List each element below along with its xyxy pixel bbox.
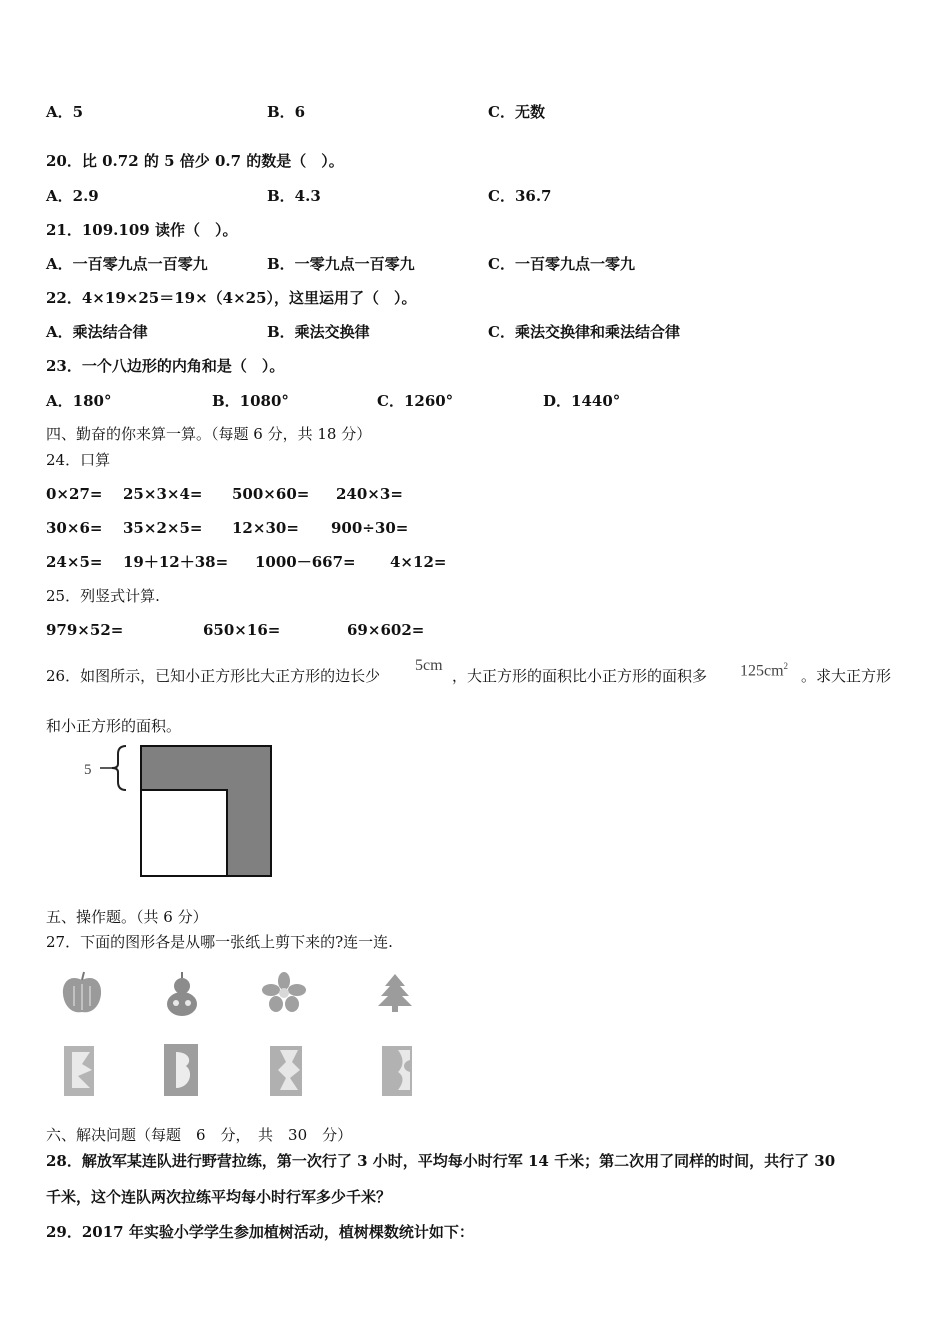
q26-text-line2: 和小正方形的面积。 — [46, 717, 182, 735]
q26-value-area-base: 125cm — [740, 662, 784, 680]
q20-option-b: B．4.3 — [267, 187, 321, 205]
q24-r1-c2: 25×3×4= — [123, 485, 203, 503]
gourd-shape-icon — [162, 970, 202, 1018]
q23-option-a: A．180° — [46, 392, 112, 410]
q22-stem: 22．4×19×25＝19×（4×25），这里运用了（ ）。 — [46, 289, 417, 307]
q21-option-c: C．一百零九点一零九 — [488, 255, 635, 273]
q26-square-figure — [80, 740, 280, 880]
q26-value-area — [740, 656, 788, 681]
q19-option-c: C．无数 — [488, 103, 545, 121]
cut-paper-3-icon — [266, 1042, 308, 1100]
cut-paper-2-icon — [160, 1040, 204, 1100]
q26-figure-label: 5 — [84, 762, 92, 778]
section4-title: 四、勤奋的你来算一算。（每题 6 分，共 18 分） — [46, 425, 372, 443]
q21-stem: 21．109.109 读作（ ）。 — [46, 221, 238, 239]
flower-shape-icon — [262, 972, 306, 1012]
q26-text-part1: 26．如图所示，已知小正方形比大正方形的边长少 — [46, 667, 381, 685]
q21-option-b: B．一零九点一百零九 — [267, 255, 415, 273]
q26-value-area-sup: 2 — [783, 661, 789, 671]
q20-option-a: A．2.9 — [46, 187, 99, 205]
brace-icon — [112, 746, 126, 790]
q26-text-part2: ，大正方形的面积比小正方形的面积多 — [452, 667, 708, 685]
q24-r3-c3: 1000－667= — [255, 553, 356, 571]
q24-r2-c4: 900÷30= — [331, 519, 409, 537]
q22-option-a: A．乘法结合律 — [46, 323, 148, 341]
q25-item-2: 650×16= — [203, 621, 281, 639]
q21-option-a: A．一百零九点一百零九 — [46, 255, 208, 273]
q24-r2-c2: 35×2×5= — [123, 519, 203, 537]
tree-shape-icon — [375, 972, 415, 1014]
q24-r2-c3: 12×30= — [232, 519, 299, 537]
q24-r1-c4: 240×3= — [336, 485, 403, 503]
q24-stem: 24．口算 — [46, 451, 111, 469]
q24-r3-c1: 24×5= — [46, 553, 103, 571]
section6-title: 六、解决问题（每题 6 分， 共 30 分） — [46, 1126, 353, 1144]
q24-r1-c1: 0×27= — [46, 485, 103, 503]
q19-option-a: A．5 — [46, 103, 84, 121]
q23-stem: 23．一个八边形的内角和是（ ）。 — [46, 357, 285, 375]
q25-item-1: 979×52= — [46, 621, 124, 639]
q23-option-c: C．1260° — [377, 392, 454, 410]
q25-item-3: 69×602= — [347, 621, 425, 639]
q26-text-part3: 。求大正方形 — [801, 667, 892, 685]
q24-r3-c4: 4×12= — [390, 553, 447, 571]
q23-option-d: D．1440° — [543, 392, 621, 410]
q24-r3-c2: 19＋12＋38= — [123, 553, 229, 571]
q24-r1-c3: 500×60= — [232, 485, 310, 503]
q20-stem: 20．比 0.72 的 5 倍少 0.7 的数是（ ）。 — [46, 152, 344, 170]
section5-title: 五、操作题。（共 6 分） — [46, 908, 208, 926]
small-square — [141, 790, 227, 876]
q28-line1: 28．解放军某连队进行野营拉练，第一次行了 3 小时，平均每小时行军 14 千米；第二次用了同样的时间，共行了 30 — [46, 1152, 836, 1170]
q22-option-b: B．乘法交换律 — [267, 323, 370, 341]
q24-r2-c1: 30×6= — [46, 519, 103, 537]
q25-stem: 25．列竖式计算. — [46, 587, 160, 605]
q29-stem: 29．2017 年实验小学学生参加植树活动，植树棵数统计如下： — [46, 1223, 474, 1241]
q28-line2: 千米，这个连队两次拉练平均每小时行军多少千米？ — [46, 1188, 392, 1206]
q23-option-b: B．1080° — [212, 392, 289, 410]
q27-stem: 27．下面的图形各是从哪一张纸上剪下来的?连一连. — [46, 933, 393, 951]
q20-option-c: C．36.7 — [488, 187, 552, 205]
apple-shape-icon — [60, 970, 104, 1016]
cut-paper-4-icon — [378, 1042, 420, 1100]
q19-option-b: B．6 — [267, 103, 306, 121]
cut-paper-1-icon — [60, 1042, 102, 1100]
q22-option-c: C．乘法交换律和乘法结合律 — [488, 323, 680, 341]
q26-value-length: 5cm — [415, 657, 443, 674]
